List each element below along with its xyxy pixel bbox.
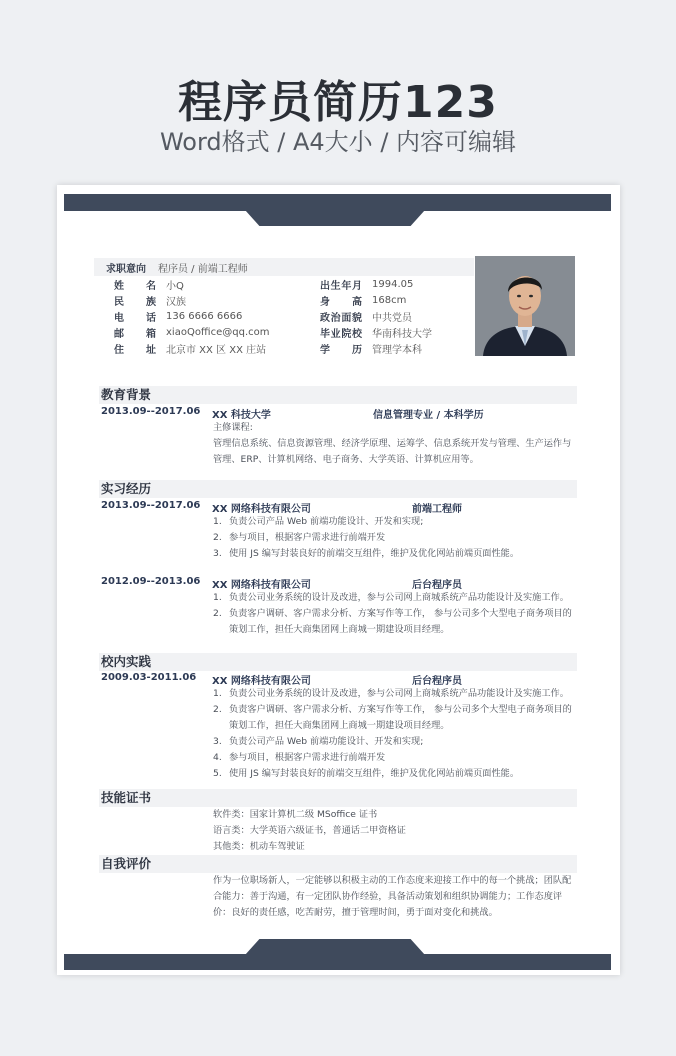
section-skills: 技能证书 <box>99 789 577 807</box>
info-name <box>114 276 184 292</box>
education-courses-line: 管理信息系统、信息资源管理、经济学原理、运筹学、信息系统开发与管理、生产运作与 <box>213 438 572 449</box>
education-courses-line: 管理、ERP、计算机网络、电子商务、大学英语、计算机应用等。 <box>213 454 479 465</box>
info-label: 政治面貌 <box>320 312 362 324</box>
page-subtitle: Word格式 / A4大小 / 内容可编辑 <box>159 128 517 156</box>
list-item: 4. 参与项目，根据客户需求进行前端开发 <box>213 752 386 763</box>
campus-list <box>213 686 573 782</box>
internship-company: XX 网络科技有限公司 <box>212 504 311 515</box>
list-item: 1. 负责公司产品 Web 前端功能设计、开发和实现; <box>213 516 424 527</box>
info-phone <box>114 308 242 324</box>
info-label: 毕业院校 <box>320 328 362 340</box>
section-education: 教育背景 <box>99 386 577 404</box>
info-label: 出生年月 <box>320 280 362 292</box>
info-label: 邮箱 <box>114 328 156 340</box>
campus-date: 2009.03-2011.06 <box>101 672 197 683</box>
skills-line: 软件类：国家计算机二级 MSoffice 证书 <box>213 809 378 820</box>
campus-role: 后台程序员 <box>412 676 462 687</box>
info-email <box>114 324 269 340</box>
list-item: 1. 负责公司业务系统的设计及改进，参与公司网上商城系统产品功能设计及实施工作。 <box>213 688 569 699</box>
info-value: 北京市 XX 区 XX 庄站 <box>166 344 267 356</box>
bottom-decor-bar <box>64 954 611 970</box>
self-eval-text: 作为一位职场新人，一定能够以积极主动的工作态度来迎接工作中的每一个挑战；团队配合能力：善于沟通，有一定团队协作经验，具备活动策划和组织协调能力；工作态度评价：良好的责任感，吃苦耐劳，擅于管理时间，勇于面对变化和挑战。 <box>213 875 572 918</box>
job-intent-value: 程序员 / 前端工程师 <box>158 263 248 275</box>
info-label: 电话 <box>114 312 156 324</box>
info-value: 小Q <box>166 280 184 292</box>
list-item: 2. 参与项目，根据客户需求进行前端开发 <box>213 532 386 543</box>
list-item: 2. 负责客户调研、客户需求分析、方案写作等工作， 参与公司多个大型电子商务项目的策划工作，担任大商集团网上商城一期建设项目经理。 <box>213 704 572 731</box>
profile-photo <box>475 256 575 356</box>
bottom-decor-tab <box>245 939 425 955</box>
info-label: 住址 <box>114 344 156 356</box>
info-value: 汉族 <box>166 296 186 308</box>
info-height <box>320 292 406 308</box>
info-value: 中共党员 <box>372 312 412 324</box>
list-item: 2. 负责客户调研、客户需求分析、方案写作等工作， 参与公司多个大型电子商务项目的策划工作，担任大商集团网上商城一期建设项目经理。 <box>213 608 572 635</box>
info-label: 民族 <box>114 296 156 308</box>
internship-list <box>213 590 573 638</box>
info-grid <box>94 276 474 361</box>
info-label: 身高 <box>320 296 362 308</box>
avatar <box>475 256 575 356</box>
education-major: 信息管理专业 / 本科学历 <box>373 410 484 421</box>
info-value: 1994.05 <box>372 278 414 290</box>
info-label: 姓名 <box>114 280 156 292</box>
list-item: 1. 负责公司业务系统的设计及改进，参与公司网上商城系统产品功能设计及实施工作。 <box>213 592 569 603</box>
job-intent-row <box>94 258 474 276</box>
resume-page <box>57 185 620 975</box>
info-school <box>320 324 432 340</box>
top-decor-bar <box>64 194 611 211</box>
internship-company: XX 网络科技有限公司 <box>212 580 311 591</box>
info-value: 136 6666 6666 <box>166 310 243 322</box>
internship-date: 2012.09--2013.06 <box>101 576 201 587</box>
education-courses-label: 主修课程: <box>213 422 253 433</box>
internship-role: 前端工程师 <box>412 504 462 515</box>
internship-role: 后台程序员 <box>412 580 462 591</box>
list-item: 3. 负责公司产品 Web 前端功能设计、开发和实现; <box>213 736 424 747</box>
job-intent-label: 求职意向 <box>106 263 146 275</box>
info-value: 华南科技大学 <box>372 328 432 340</box>
campus-company: XX 网络科技有限公司 <box>212 676 311 687</box>
skills-line: 其他类：机动车驾驶证 <box>213 841 305 852</box>
info-ethnicity <box>114 292 186 308</box>
section-self-eval: 自我评价 <box>99 855 577 873</box>
section-campus: 校内实践 <box>99 653 577 671</box>
education-date: 2013.09--2017.06 <box>101 406 201 417</box>
internship-date: 2013.09--2017.06 <box>101 500 201 511</box>
top-decor-tab <box>245 210 425 226</box>
info-value: 管理学本科 <box>372 344 422 356</box>
info-birth <box>320 276 413 292</box>
education-school: XX 科技大学 <box>212 410 271 421</box>
personal-info <box>94 258 474 361</box>
info-value: xiaoQoffice@qq.com <box>166 326 270 338</box>
list-item: 3. 使用 JS 编写封装良好的前端交互组件，维护及优化网站前端页面性能。 <box>213 548 520 559</box>
page-title: 程序员简历123 <box>178 77 498 128</box>
internship-list <box>213 514 573 562</box>
info-label: 学历 <box>320 344 362 356</box>
info-political <box>320 308 412 324</box>
info-value: 168cm <box>372 294 407 306</box>
section-internship: 实习经历 <box>99 480 577 498</box>
list-item: 5. 使用 JS 编写封装良好的前端交互组件，维护及优化网站前端页面性能。 <box>213 768 520 779</box>
skills-line: 语言类：大学英语六级证书，普通话二甲资格证 <box>213 825 406 836</box>
info-degree <box>320 340 422 356</box>
info-address <box>114 340 266 356</box>
